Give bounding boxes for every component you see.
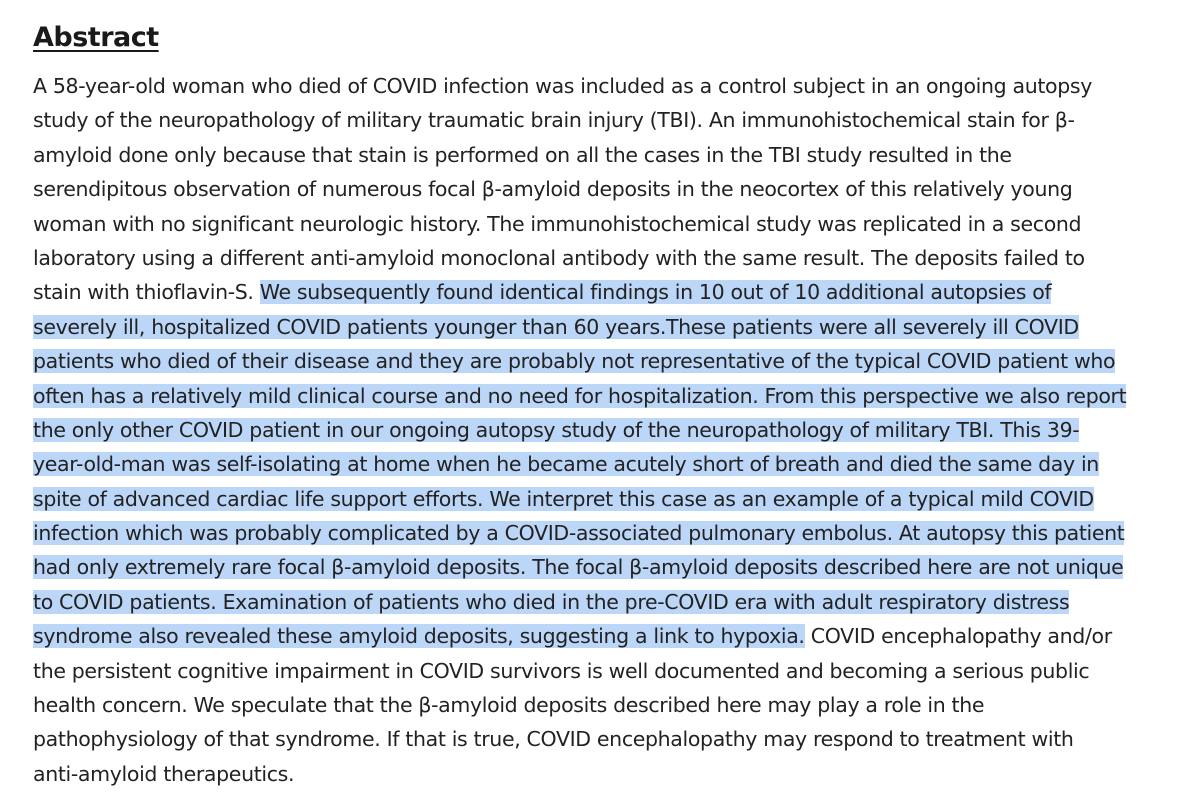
line-text: the persistent cognitive impairment in COVID survivors is well documented and becoming a serious public <box>33 658 1090 683</box>
line-text: amyloid done only because that stain is performed on all the cases in the TBI study resulted in the <box>33 142 1012 167</box>
highlighted-text[interactable]: severely ill, hospitalized COVID patients younger than 60 years.These patients were all severely ill COVID <box>33 314 1079 339</box>
abstract-line <box>33 379 1173 413</box>
line-text: study of the neuropathology of military traumatic brain injury (TBI). An immunohistochemical stain for β- <box>33 108 1075 133</box>
highlighted-text[interactable]: had only extremely rare focal β-amyloid deposits. The focal β-amyloid deposits described here are not unique <box>33 555 1124 580</box>
highlighted-text[interactable]: infection which was probably complicated by a COVID-associated pulmonary embolus. At autopsy this patient <box>33 521 1125 546</box>
abstract-line <box>33 275 1173 309</box>
abstract-line <box>33 344 1173 378</box>
line-text: anti-amyloid therapeutics. <box>33 761 295 786</box>
abstract-line <box>33 619 1173 653</box>
abstract-line <box>33 482 1173 516</box>
highlighted-text[interactable]: to COVID patients. Examination of patients who died in the pre-COVID era with adult respiratory distress <box>33 589 1070 614</box>
abstract-line <box>33 310 1173 344</box>
abstract-line <box>33 516 1173 550</box>
abstract-line <box>33 688 1173 722</box>
highlighted-text[interactable]: the only other COVID patient in our ongoing autopsy study of the neuropathology of military TBI. This 39- <box>33 417 1080 442</box>
abstract-line <box>33 69 1173 103</box>
highlighted-text[interactable]: patients who died of their disease and they are probably not representative of the typical COVID patient who <box>33 349 1116 374</box>
abstract-line <box>33 138 1173 172</box>
highlighted-text[interactable]: often has a relatively mild clinical course and no need for hospitalization. From this perspective we also report <box>33 383 1127 408</box>
abstract-line <box>33 550 1173 584</box>
abstract-line <box>33 172 1173 206</box>
line-text: A 58-year-old woman who died of COVID infection was included as a control subject in an ongoing autopsy <box>33 74 1093 98</box>
abstract-line <box>33 103 1173 137</box>
highlighted-text[interactable]: year-old-man was self-isolating at home when he became acutely short of breath and died the same day in <box>33 452 1099 477</box>
line-text: pathophysiology of that syndrome. If that is true, COVID encephalopathy may respond to treatment with <box>33 727 1074 752</box>
abstract-section <box>33 18 1173 791</box>
highlighted-text[interactable]: We subsequently found identical findings in 10 out of 10 additional autopsies of <box>259 280 1052 305</box>
abstract-line <box>33 207 1173 241</box>
abstract-body <box>33 69 1173 791</box>
line-text: health concern. We speculate that the β-amyloid deposits described here may play a role in the <box>33 693 985 718</box>
abstract-line <box>33 654 1173 688</box>
line-text: woman with no significant neurologic history. The immunohistochemical study was replicated in a second <box>33 211 1082 236</box>
abstract-line <box>33 757 1173 791</box>
line-text: COVID encephalopathy and/or <box>804 624 1112 649</box>
highlighted-text[interactable]: syndrome also revealed these amyloid deposits, suggesting a link to hypoxia. <box>33 624 805 649</box>
line-text: serendipitous observation of numerous focal β-amyloid deposits in the neocortex of this relatively young <box>33 177 1073 202</box>
line-text: laboratory using a different anti-amyloid monoclonal antibody with the same result. The deposits failed to <box>33 245 1085 270</box>
highlighted-text[interactable]: spite of advanced cardiac life support efforts. We interpret this case as an example of a typical mild COVID <box>33 486 1094 511</box>
line-text: stain with thioflavin-S. <box>33 280 260 305</box>
abstract-heading: Abstract <box>33 22 159 53</box>
abstract-line <box>33 241 1173 275</box>
abstract-line <box>33 447 1173 481</box>
abstract-line <box>33 585 1173 619</box>
abstract-line <box>33 722 1173 756</box>
abstract-line <box>33 413 1173 447</box>
